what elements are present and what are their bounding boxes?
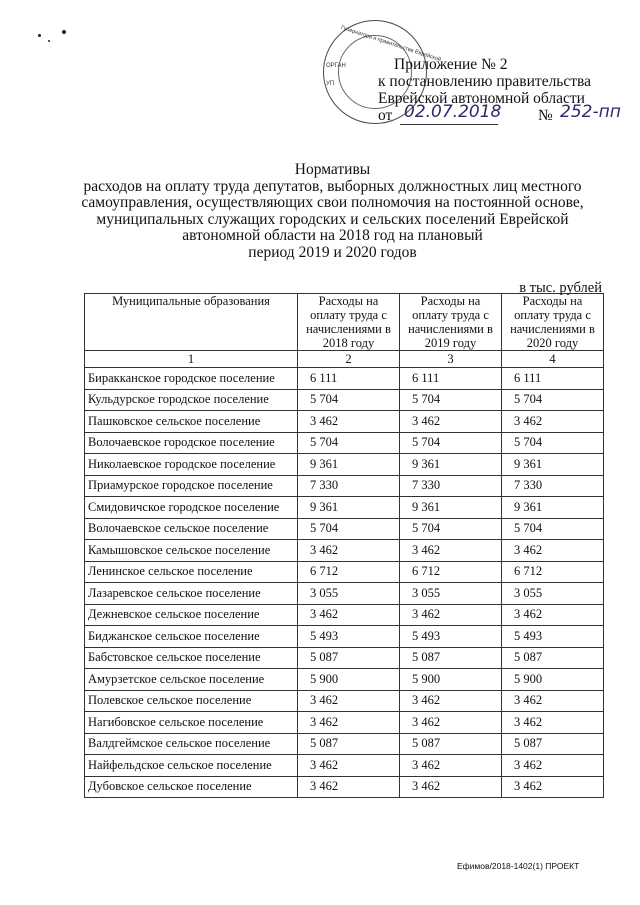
appendix-date-row (378, 102, 621, 125)
title-line: самоуправления, осуществляющих свои полномочия на постоянной основе, (81, 194, 584, 211)
expense-value-2020: 5 704 (502, 389, 604, 411)
municipality-name: Дубовское сельское поселение (85, 776, 298, 798)
column-header: Расходы на оплату труда с начислениями в 2018 году (298, 294, 400, 351)
expense-value-2020: 5 087 (502, 647, 604, 669)
title-line: период 2019 и 2020 годов (248, 243, 417, 261)
table-row (85, 454, 604, 476)
column-header: Муниципальные образования (85, 294, 298, 351)
expense-value-2018: 5 493 (298, 626, 400, 648)
column-header: Расходы на оплату труда с начислениями в 2019 году (400, 294, 502, 351)
expense-value-2018: 7 330 (298, 475, 400, 497)
expense-value-2018: 3 462 (298, 712, 400, 734)
expense-value-2019: 5 704 (400, 432, 502, 454)
title-line: муниципальных служащих городских и сельских поселений Еврейской (96, 210, 569, 228)
table-row (85, 432, 604, 454)
municipality-name: Камышовское сельское поселение (85, 540, 298, 562)
expense-value-2019: 5 087 (400, 647, 502, 669)
column-number: 3 (400, 351, 502, 368)
stray-mark (38, 34, 41, 37)
table-row (85, 368, 604, 390)
column-number: 4 (502, 351, 604, 368)
table-header-row (85, 294, 604, 351)
municipality-name: Нагибовское сельское поселение (85, 712, 298, 734)
expense-value-2018: 6 111 (298, 368, 400, 390)
expense-value-2020: 3 462 (502, 604, 604, 626)
table-row (85, 497, 604, 519)
table-row (85, 561, 604, 583)
title-line: автономной области на 2018 год на плановый (182, 227, 483, 244)
appendix-title: Приложение № 2 (394, 56, 508, 73)
table-row (85, 540, 604, 562)
expense-value-2018: 5 704 (298, 432, 400, 454)
title-line: Нормативы (294, 161, 371, 178)
seal-arc-text: Губернатора и правительства Еврейской (340, 25, 442, 64)
document-title (60, 162, 605, 261)
expense-value-2019: 5 704 (400, 389, 502, 411)
expense-value-2019: 7 330 (400, 475, 502, 497)
municipality-name: Смидовичское городское поселение (85, 497, 298, 519)
appendix-line-1: к постановлению правительства (378, 73, 592, 90)
expense-value-2020: 3 462 (502, 755, 604, 777)
seal-left-text-2: УП (326, 81, 335, 87)
expense-value-2018: 3 462 (298, 540, 400, 562)
expense-value-2018: 3 462 (298, 690, 400, 712)
number-value: 252-пп (560, 102, 621, 122)
municipality-name: Биракканское городское поселение (85, 368, 298, 390)
municipality-name: Волочаевское сельское поселение (85, 518, 298, 540)
expense-value-2019: 3 462 (400, 755, 502, 777)
number-label: № (538, 107, 553, 124)
appendix-line-2: Еврейской автономной области (378, 90, 585, 107)
municipality-name: Амурзетское сельское поселение (85, 669, 298, 691)
expense-value-2019: 5 087 (400, 733, 502, 755)
expense-value-2020: 5 704 (502, 518, 604, 540)
table-row (85, 733, 604, 755)
table-row (85, 690, 604, 712)
expense-value-2019: 3 462 (400, 411, 502, 433)
norms-table (84, 293, 604, 798)
expense-value-2020: 5 087 (502, 733, 604, 755)
table-row (85, 411, 604, 433)
expense-value-2019: 3 462 (400, 776, 502, 798)
table-row (85, 755, 604, 777)
expense-value-2020: 7 330 (502, 475, 604, 497)
expense-value-2018: 3 462 (298, 776, 400, 798)
expense-value-2020: 3 055 (502, 583, 604, 605)
municipality-name: Бабстовское сельское поселение (85, 647, 298, 669)
expense-value-2019: 9 361 (400, 497, 502, 519)
expense-value-2018: 3 462 (298, 604, 400, 626)
table-row (85, 604, 604, 626)
date-label: от (378, 107, 393, 124)
expense-value-2019: 3 462 (400, 540, 502, 562)
expense-value-2020: 9 361 (502, 497, 604, 519)
table-row (85, 776, 604, 798)
expense-value-2019: 3 055 (400, 583, 502, 605)
expense-value-2018: 5 704 (298, 518, 400, 540)
table-row (85, 647, 604, 669)
expense-value-2019: 6 111 (400, 368, 502, 390)
column-number: 2 (298, 351, 400, 368)
date-underline (400, 124, 498, 125)
expense-value-2020: 3 462 (502, 712, 604, 734)
expense-value-2020: 5 493 (502, 626, 604, 648)
expense-value-2018: 3 462 (298, 755, 400, 777)
column-number-row (85, 351, 604, 368)
expense-value-2019: 9 361 (400, 454, 502, 476)
municipality-name: Кульдурское городское поселение (85, 389, 298, 411)
table-row (85, 518, 604, 540)
expense-value-2018: 5 087 (298, 647, 400, 669)
stray-mark (48, 40, 50, 42)
expense-value-2019: 5 704 (400, 518, 502, 540)
expense-value-2018: 6 712 (298, 561, 400, 583)
expense-value-2018: 3 055 (298, 583, 400, 605)
municipality-name: Дежневское сельское поселение (85, 604, 298, 626)
municipality-name: Валдгеймское сельское поселение (85, 733, 298, 755)
table-body (85, 368, 604, 798)
expense-value-2020: 6 111 (502, 368, 604, 390)
column-header: Расходы на оплату труда с начислениями в 2020 году (502, 294, 604, 351)
stray-mark (62, 30, 66, 34)
municipality-name: Найфельдское сельское поселение (85, 755, 298, 777)
table-row (85, 626, 604, 648)
municipality-name: Пашковское сельское поселение (85, 411, 298, 433)
municipality-name: Волочаевское городское поселение (85, 432, 298, 454)
expense-value-2020: 3 462 (502, 776, 604, 798)
expense-value-2019: 3 462 (400, 604, 502, 626)
unit-label: в тыс. рублей (519, 280, 602, 296)
table-row (85, 712, 604, 734)
footer-note: Ефимов/2018-1402(1) ПРОЕКТ (457, 861, 580, 871)
municipality-name: Николаевское городское поселение (85, 454, 298, 476)
expense-value-2018: 3 462 (298, 411, 400, 433)
expense-value-2020: 3 462 (502, 540, 604, 562)
appendix-header (378, 56, 621, 125)
table-row (85, 669, 604, 691)
expense-value-2020: 9 361 (502, 454, 604, 476)
date-value: 02.07.2018 (404, 102, 502, 122)
expense-value-2020: 5 900 (502, 669, 604, 691)
expense-value-2019: 6 712 (400, 561, 502, 583)
expense-value-2019: 5 493 (400, 626, 502, 648)
municipality-name: Полевское сельское поселение (85, 690, 298, 712)
expense-value-2018: 9 361 (298, 497, 400, 519)
expense-value-2018: 5 704 (298, 389, 400, 411)
expense-value-2019: 3 462 (400, 690, 502, 712)
municipality-name: Ленинское сельское поселение (85, 561, 298, 583)
table-row (85, 583, 604, 605)
municipality-name: Биджанское сельское поселение (85, 626, 298, 648)
expense-value-2020: 3 462 (502, 411, 604, 433)
expense-value-2018: 5 900 (298, 669, 400, 691)
expense-value-2020: 5 704 (502, 432, 604, 454)
municipality-name: Лазаревское сельское поселение (85, 583, 298, 605)
expense-value-2019: 3 462 (400, 712, 502, 734)
expense-value-2018: 5 087 (298, 733, 400, 755)
title-line: расходов на оплату труда депутатов, выборных должностных лиц местного (83, 177, 582, 195)
table-row (85, 475, 604, 497)
expense-value-2019: 5 900 (400, 669, 502, 691)
expense-value-2020: 3 462 (502, 690, 604, 712)
expense-value-2018: 9 361 (298, 454, 400, 476)
seal-left-text: ОРГАН (326, 63, 346, 69)
expense-value-2020: 6 712 (502, 561, 604, 583)
column-number: 1 (85, 351, 298, 368)
table-row (85, 389, 604, 411)
municipality-name: Приамурское городское поселение (85, 475, 298, 497)
